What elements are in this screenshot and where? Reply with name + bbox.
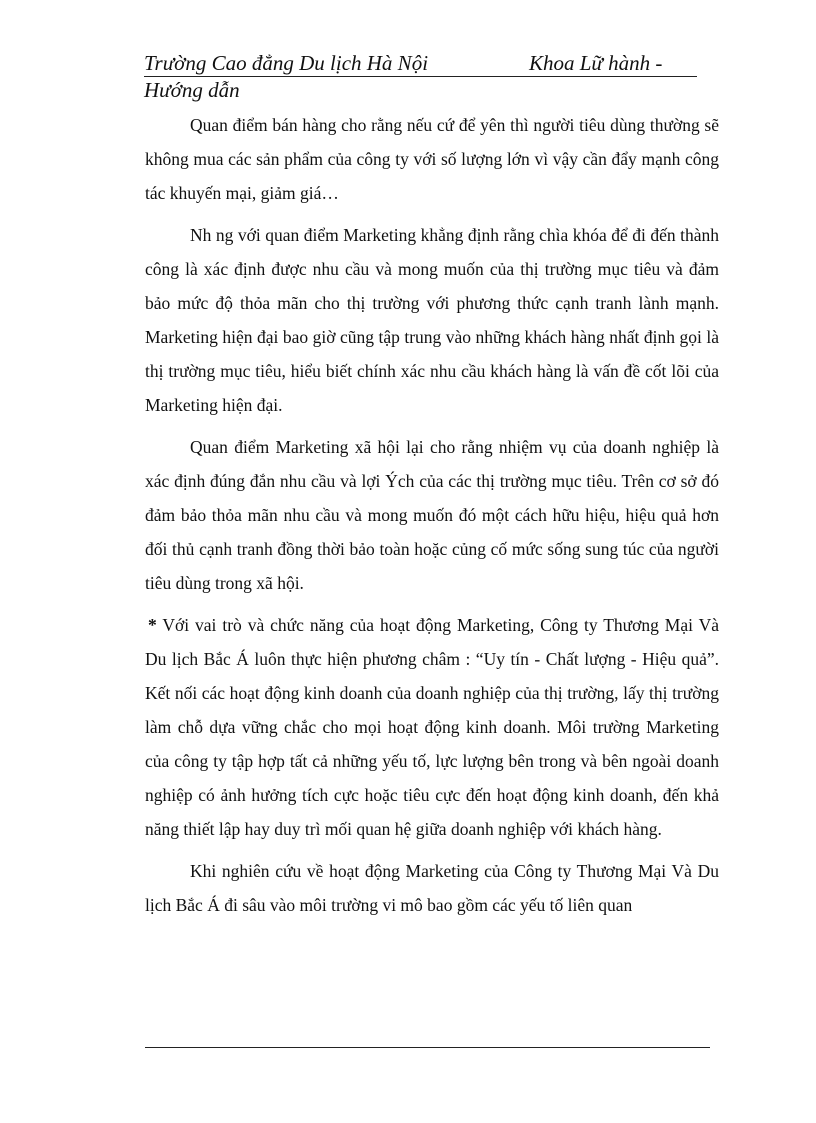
- header-department-continued: Hướng dẫn: [144, 78, 240, 102]
- bullet-star-marker: *: [148, 615, 157, 635]
- paragraph-micro-environment: Khi nghiên cứu về hoạt động Marketing của Công ty Thương Mại Và Du lịch Bắc Á đi sâu vào môi trường vi mô bao gồm các yếu tố liên quan: [145, 861, 719, 915]
- paragraph-marketing-concept: Nh ng với quan điểm Marketing khẳng định rằng chìa khóa để đi đến thành công là xác định được nhu cầu và mong muốn của thị trường mục tiêu và đảm bảo mức độ thỏa mãn cho thị trường với phương thức cạnh tranh lành mạnh. Marketing hiện đại bao giờ cũng tập trung vào những khách hàng nhất định gọi là thị trường mục tiêu, hiểu biết chính xác nhu cầu khách hàng là vấn đề cốt lõi của Marketing hiện đại.: [145, 225, 719, 415]
- document-body: [145, 108, 719, 930]
- paragraph-company-role-text: Với vai trò và chức năng của hoạt động Marketing, Công ty Thương Mại Và Du lịch Bắc Á luôn thực hiện phương châm : “Uy tín - Chất lượng - Hiệu quả”. Kết nối các hoạt động kinh doanh của doanh nghiệp của thị trường, lấy thị trường làm chỗ dựa vững chắc cho mọi hoạt động kinh doanh. Môi trường Marketing của công ty tập hợp tất cả những yếu tố, lực lượng bên trong và bên ngoài doanh nghiệp có ảnh hưởng tích cực hoặc tiêu cực đến hoạt động kinh doanh, đến khả năng thiết lập hay duy trì mối quan hệ giữa doanh nghiệp với khách hàng.: [145, 615, 719, 839]
- paragraph-social-marketing: Quan điểm Marketing xã hội lại cho rằng nhiệm vụ của doanh nghiệp là xác định đúng đắn nhu cầu và lợi Ých của các thị trường mục tiêu. Trên cơ sở đó đảm bảo thỏa mãn nhu cầu và mong muốn đó một cách hữu hiệu, hiệu quả hơn đối thủ cạnh tranh đồng thời bảo toàn hoặc củng cố mức sống sung túc của người tiêu dùng trong xã hội.: [145, 437, 719, 593]
- paragraph-sales-concept: Quan điểm bán hàng cho rằng nếu cứ để yên thì người tiêu dùng thường sẽ không mua các sản phẩm của công ty với số lượng lớn vì vậy cần đẩy mạnh công tác khuyến mại, giảm giá…: [145, 115, 719, 203]
- header-rule-line: [144, 50, 697, 77]
- page-header: [144, 50, 697, 103]
- footer-rule-line: [145, 1047, 710, 1048]
- header-department: Khoa Lữ hành -: [529, 51, 663, 75]
- header-school-name: Trường Cao đẳng Du lịch Hà Nội: [144, 51, 429, 75]
- paragraph-company-role: [145, 608, 719, 846]
